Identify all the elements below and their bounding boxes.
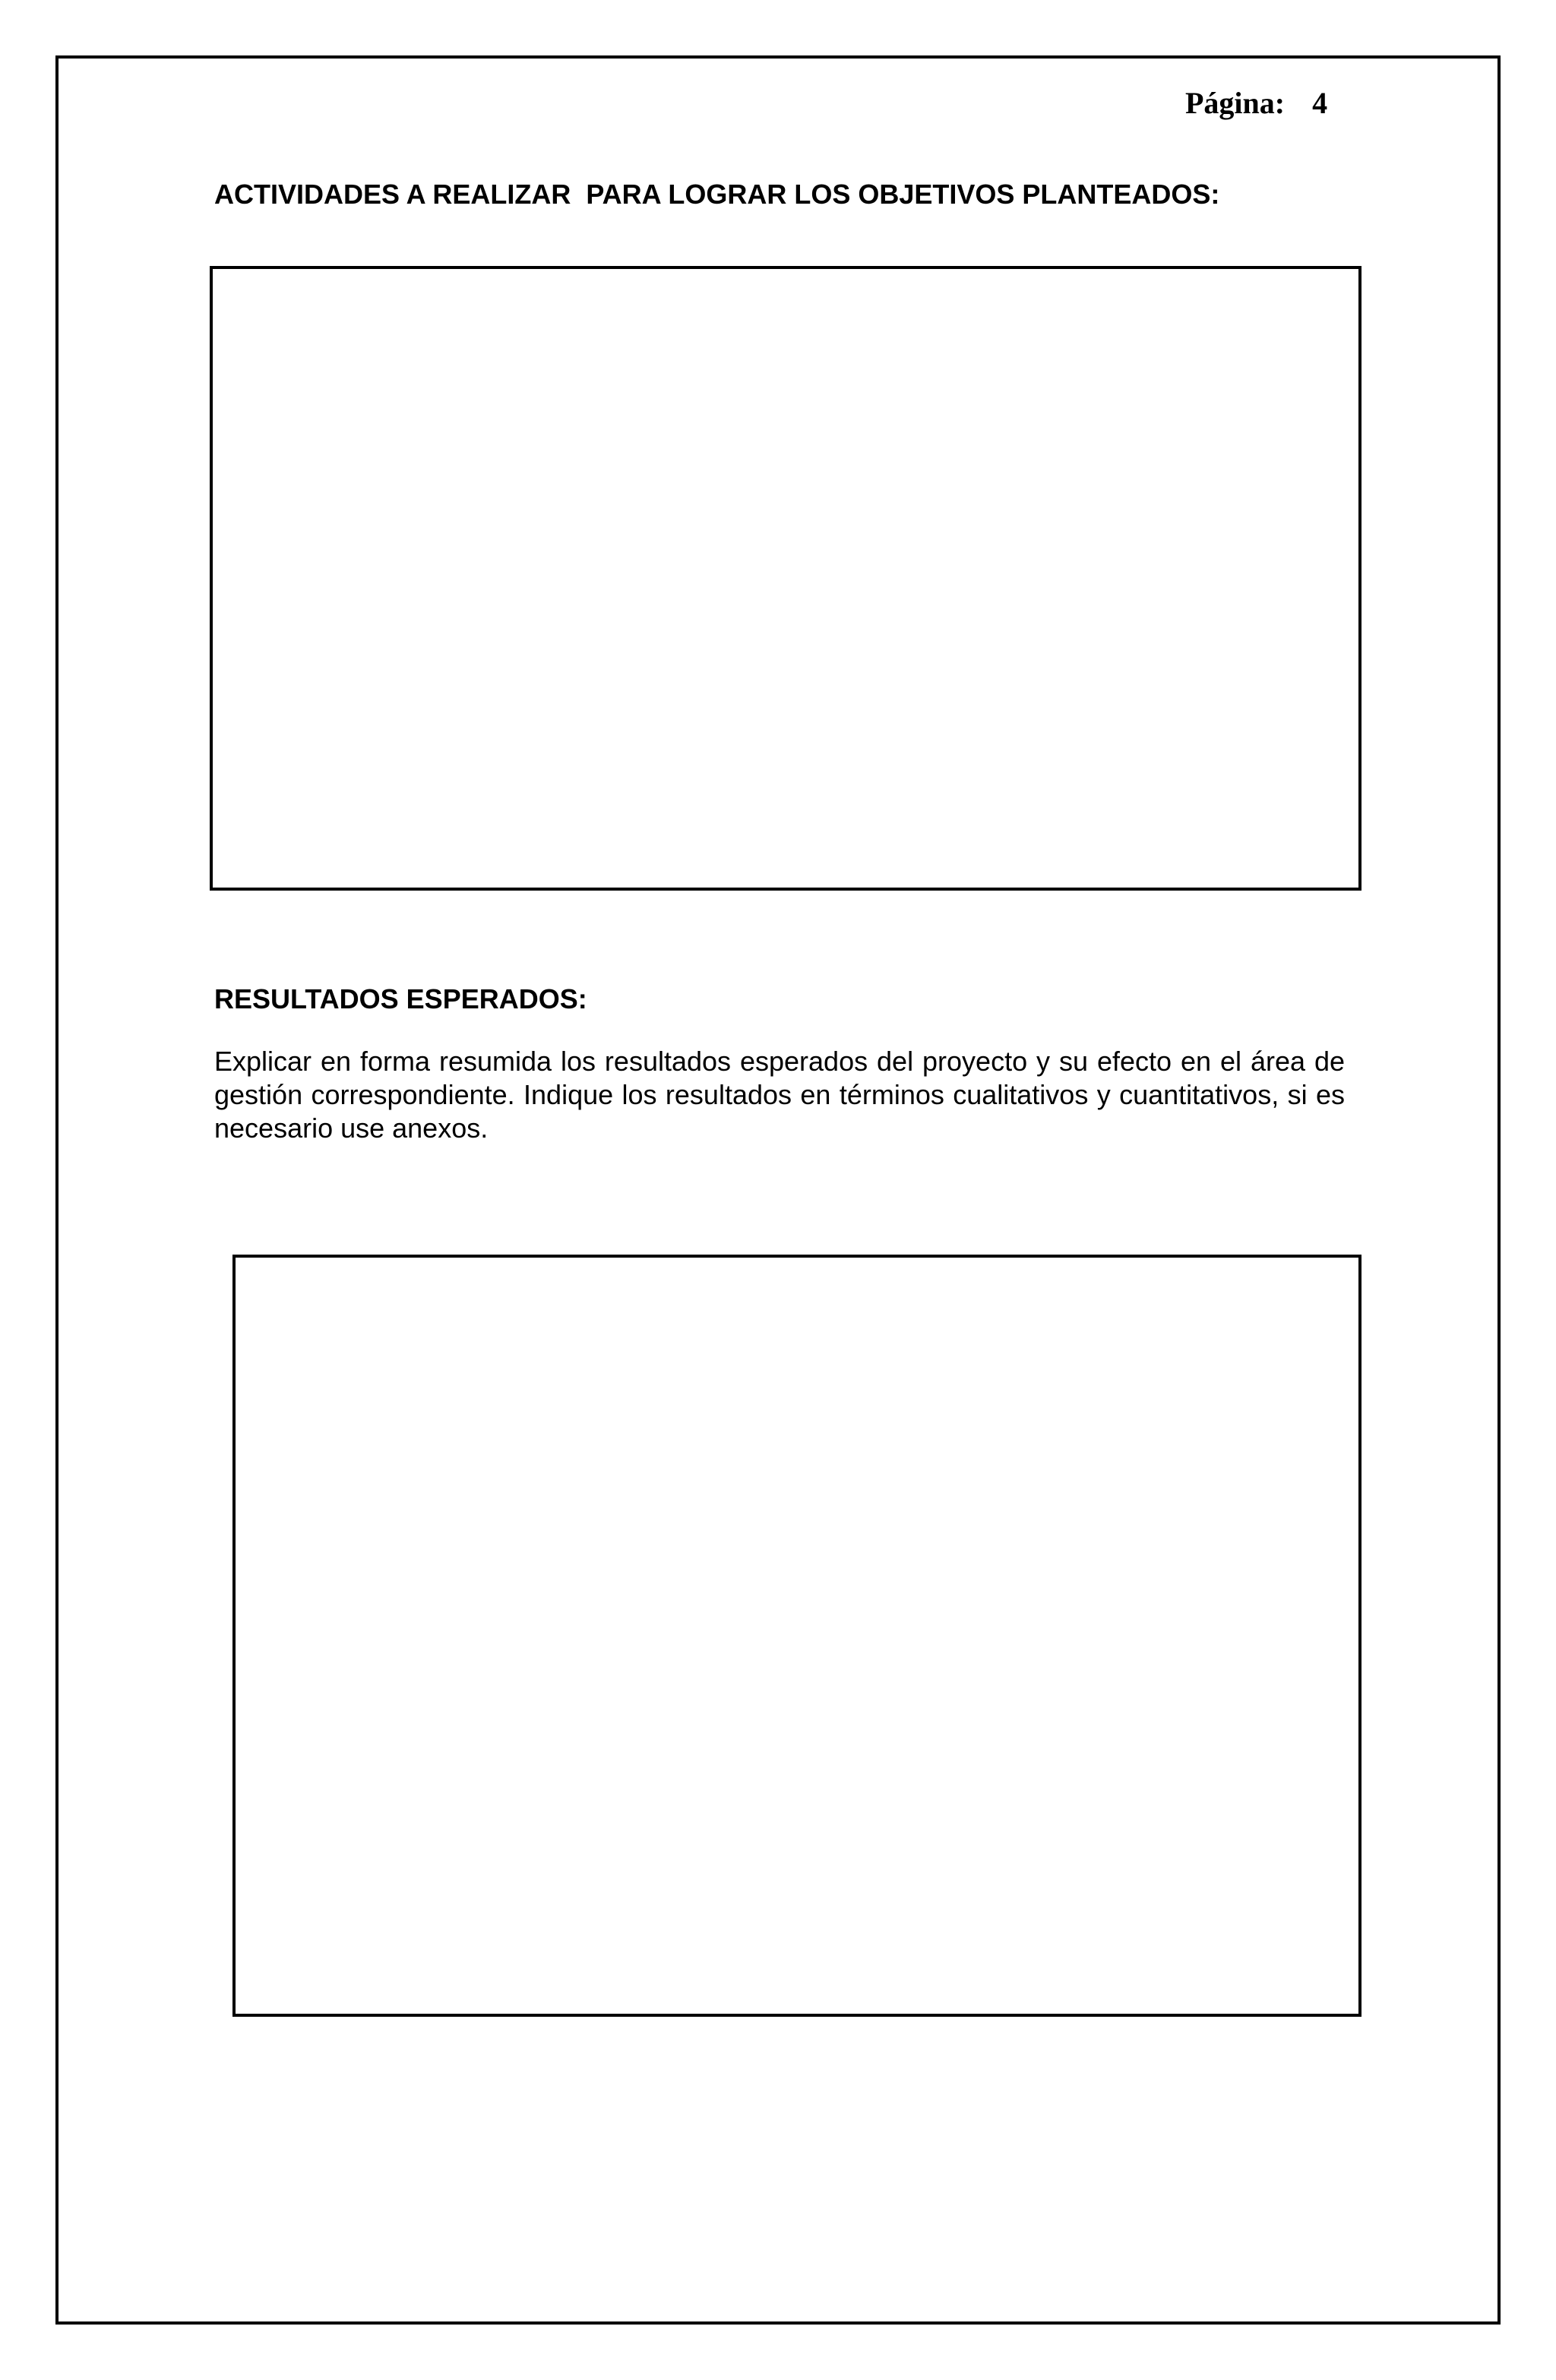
results-answer-box[interactable] <box>232 1255 1362 2017</box>
results-heading: RESULTADOS ESPERADOS: <box>214 983 587 1014</box>
results-instructions: Explicar en forma resumida los resultados esperados del proyecto y su efecto en el área de gestión correspondiente. Indique los resultados en términos cualitativos y cuantitativos, si es necesario use anexos. <box>214 1046 1345 1144</box>
page-number-label: Página: <box>1185 86 1286 120</box>
activities-answer-box[interactable] <box>210 266 1362 891</box>
activities-heading: ACTIVIDADES A REALIZAR PARA LOGRAR LOS OBJETIVOS PLANTEADOS: <box>214 179 1220 210</box>
page-number <box>1185 85 1360 122</box>
page-number-value: 4 <box>1312 86 1328 120</box>
